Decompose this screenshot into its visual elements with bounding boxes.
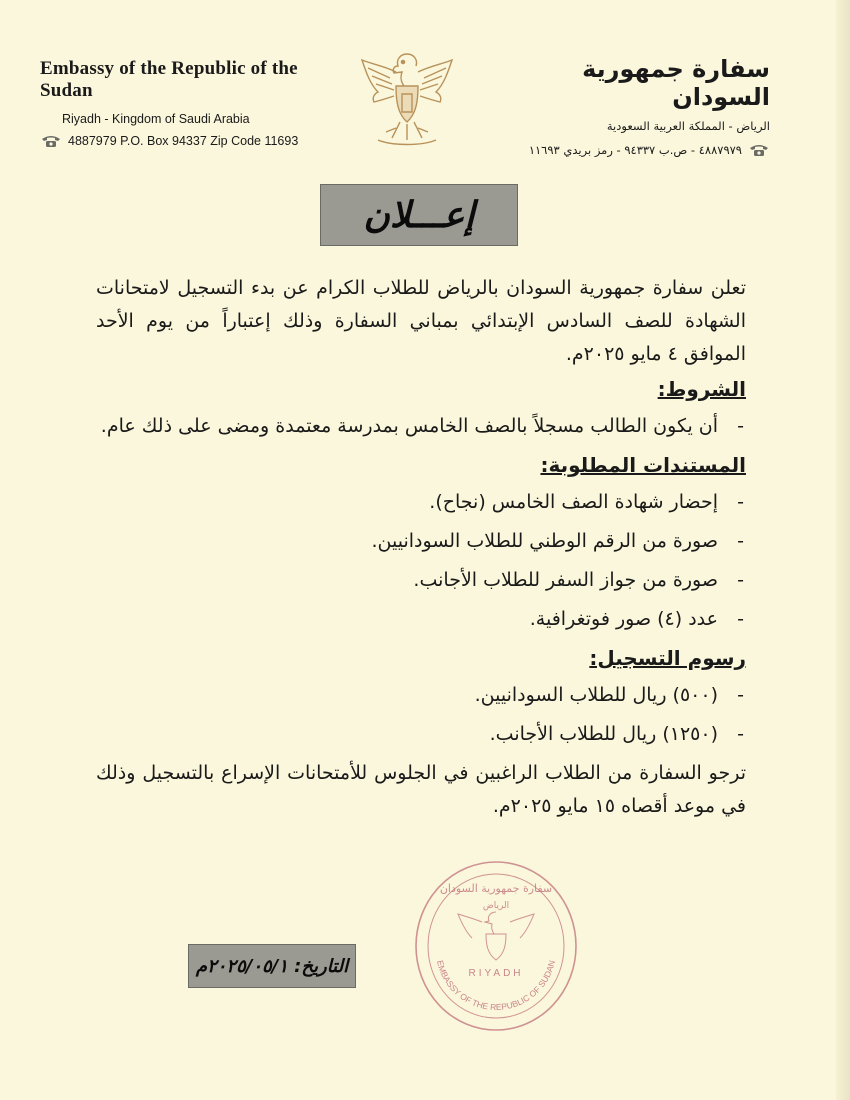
phone-icon [748, 143, 770, 157]
list-item: - إحضار شهادة الصف الخامس (نجاح). [96, 486, 746, 519]
sudan-emblem-icon [356, 42, 458, 152]
embassy-location-english: Riyadh - Kingdom of Saudi Arabia [62, 112, 250, 126]
announcement-body [96, 272, 746, 823]
closing-paragraph: ترجو السفارة من الطلاب الراغبين في الجلوس للأمتحانات الإسراع بالتسجيل وذلك في موعد أقصاه ١٥ مايو ٢٠٢٥م. [96, 762, 746, 817]
contact-text-english: 4887979 P.O. Box 94337 Zip Code 11693 [68, 134, 299, 148]
list-item: - أن يكون الطالب مسجلاً بالصف الخامس بمدرسة معتمدة ومضى على ذلك عام. [96, 410, 746, 443]
embassy-contact-english [40, 134, 350, 148]
documents-list [96, 486, 746, 636]
conditions-list [96, 410, 746, 443]
conditions-heading: الشروط: [657, 377, 746, 401]
embassy-contact-arabic [480, 143, 770, 157]
announcement-title: إعـــلان [363, 194, 475, 236]
list-item: - عدد (٤) صور فوتغرافية. [96, 603, 746, 636]
list-item: - صورة من جواز السفر للطلاب الأجانب. [96, 564, 746, 597]
stamp-arabic-top: سفارة جمهورية السودان [439, 882, 553, 895]
intro-paragraph: تعلن سفارة جمهورية السودان بالرياض للطلاب الكرام عن بدء التسجيل لامتحانات الشهادة للصف السادس الإبتدائي بمباني السفارة وذلك إعتباراً من يوم الأحد الموافق ٤ مايو ٢٠٢٥م. [96, 277, 746, 365]
embassy-stamp-icon [412, 858, 580, 1034]
header-arabic [480, 55, 770, 157]
embassy-location-arabic: الرياض - المملكة العربية السعودية [606, 119, 770, 133]
list-item: - (١٢٥٠) ريال للطلاب الأجانب. [96, 718, 746, 751]
page-edge [836, 0, 850, 1100]
stamp-ring-path-text: EMBASSY OF THE REPUBLIC OF SUDAN [435, 959, 557, 1013]
embassy-title-arabic: سفارة جمهورية السودان [582, 55, 770, 111]
contact-text-arabic: ٤٨٨٧٩٧٩ - ص.ب ٩٤٣٣٧ - رمز بريدي ١١٦٩٣ [528, 143, 742, 157]
fees-heading: رسوم التسجيل: [589, 646, 746, 670]
header-english [40, 58, 350, 148]
embassy-title-english: Embassy of the Republic of the Sudan [40, 58, 298, 101]
announcement-title-box [320, 184, 518, 246]
date-box [188, 944, 356, 988]
fees-list [96, 679, 746, 751]
document-date: التاريخ: ٢٠٢٥/٠٥/١م [195, 955, 349, 977]
stamp-arabic-city: الرياض [482, 901, 510, 911]
list-item: - صورة من الرقم الوطني للطلاب السودانيين. [96, 525, 746, 558]
stamp-city: RIYADH [468, 968, 524, 979]
documents-heading: المستندات المطلوبة: [540, 453, 746, 477]
phone-icon [40, 134, 62, 148]
list-item: - (٥٠٠) ريال للطلاب السودانيين. [96, 679, 746, 712]
